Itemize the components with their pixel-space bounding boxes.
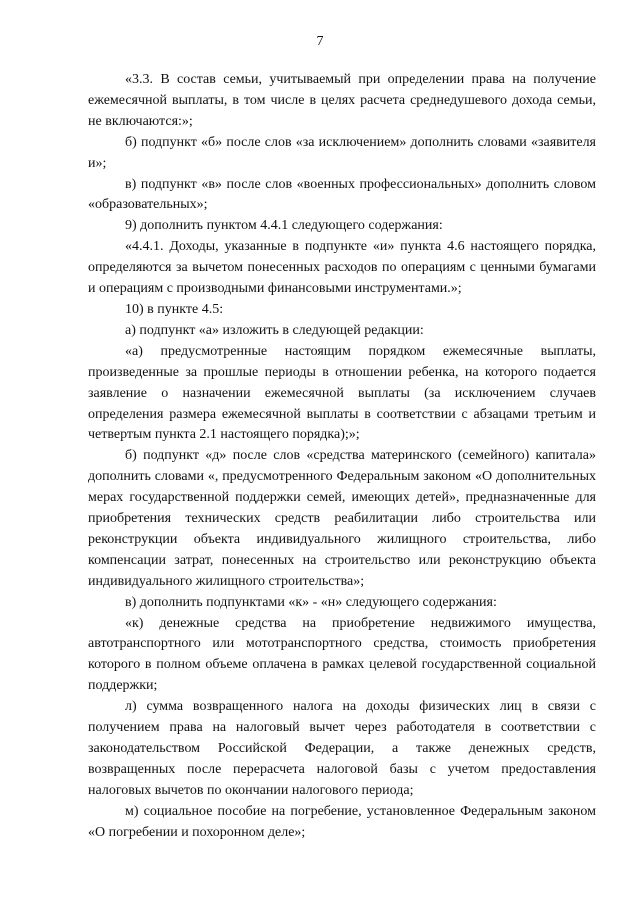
paragraph: б) подпункт «б» после слов «за исключением» дополнить словами «заявителя и»;: [88, 134, 596, 171]
document-body: [88, 70, 596, 844]
paragraph: «к) денежные средства на приобретение недвижимого имущества, автотранспортного или мототранспортного средства, стоимость приобретения которого в полном объеме оплачена в рамках целевой государственной социальной поддержки;: [88, 615, 596, 694]
paragraph: в) подпункт «в» после слов «военных профессиональных» дополнить словом «образовательных»;: [88, 176, 596, 213]
paragraph: л) сумма возвращенного налога на доходы физических лиц в связи с получением права на налоговый вычет через работодателя в соответствии с законодательством Российской Федерации, а также денежных средств, возвращенных после перерасчета налоговой базы с учетом предоставления налоговых вычетов по окончании налогового периода;: [88, 699, 596, 798]
paragraph: «4.4.1. Доходы, указанные в подпункте «и» пункта 4.6 настоящего порядка, определяются за вычетом понесенных расходов по операциям с ценными бумагами и операциям с производными финансовыми инструментами.»;: [88, 239, 596, 297]
paragraph: «3.3. В состав семьи, учитываемый при определении права на получение ежемесячной выплаты, в том числе в целях расчета среднедушевого дохода семьи, не включаются:»;: [88, 72, 596, 129]
paragraph: м) социальное пособие на погребение, установленное Федеральным законом «О погребении и похоронном деле»;: [88, 803, 596, 840]
paragraph: 9) дополнить пунктом 4.4.1 следующего содержания:: [125, 218, 443, 234]
paragraph: «а) предусмотренные настоящим порядком ежемесячные выплаты, произведенные за прошлые периоды в отношении ребенка, на которого подается заявление о назначении ежемесячной выплаты (за исключением случаев определения размера ежемесячной выплаты в соответствии с абзацами третьим и четвертым пункта 2.1 настоящего порядка);»;: [88, 343, 596, 443]
paragraph: 10) в пункте 4.5:: [125, 301, 224, 317]
paragraph: в) дополнить подпунктами «к» - «н» следующего содержания:: [125, 594, 497, 610]
paragraph: б) подпункт «д» после слов «средства материнского (семейного) капитала» дополнить словами «, предусмотренного Федеральным законом «О дополнительных мерах государственной поддержки семей, имеющих детей», предназначенные для приобретения технических средств реабилитации либо строительства или реконструкции объекта индивидуального жилищного строительства, либо компенсации затрат, понесенных на строительство или реконструкцию объекта индивидуального жилищного строительства»;: [88, 448, 596, 589]
paragraph: а) подпункт «а» изложить в следующей редакции:: [125, 322, 424, 338]
page-number: 7: [316, 34, 324, 49]
